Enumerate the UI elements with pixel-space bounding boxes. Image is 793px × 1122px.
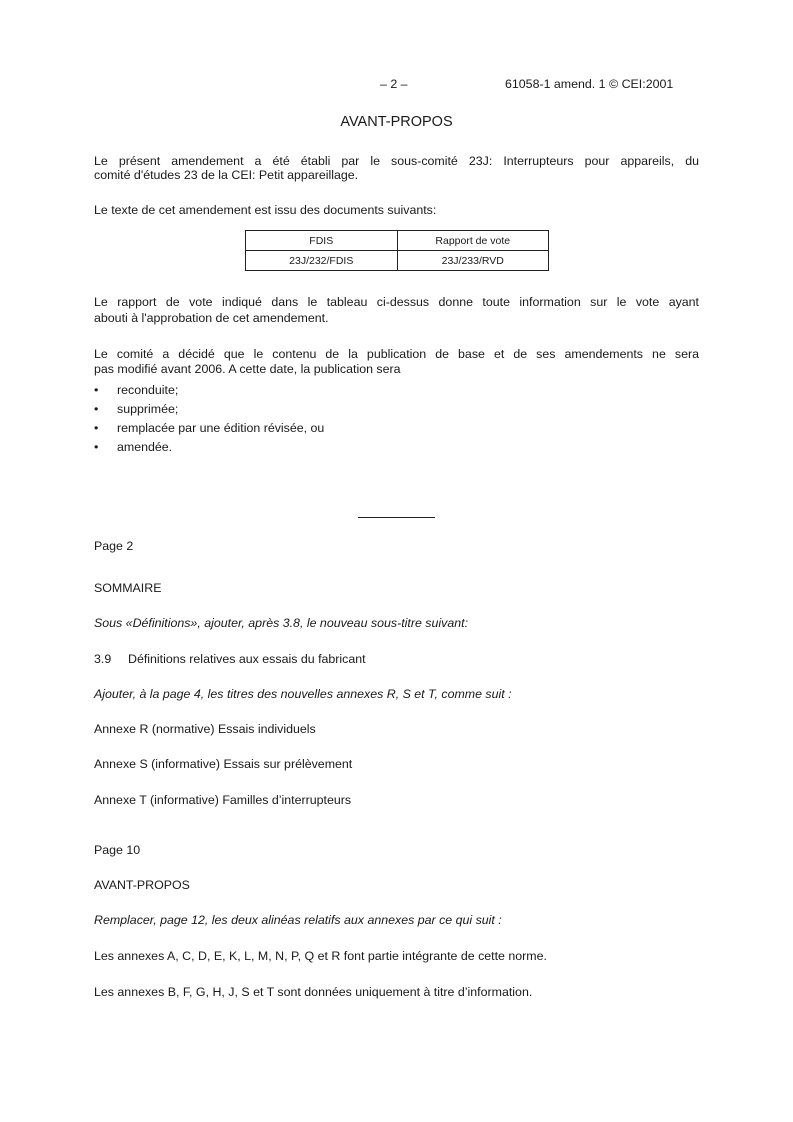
- bullet-icon: •: [94, 383, 99, 397]
- annexes-instruction: Ajouter, à la page 4, les titres des nouvelles annexes R, S et T, comme suit :: [94, 687, 512, 701]
- section-divider: [358, 517, 435, 518]
- replace-instruction: Remplacer, page 12, les deux alinéas relatifs aux annexes par ce qui suit :: [94, 913, 502, 927]
- sommaire-heading: SOMMAIRE: [94, 581, 162, 595]
- definitions-instruction: Sous «Définitions», ajouter, après 3.8, le nouveau sous-titre suivant:: [94, 616, 469, 630]
- document-reference: 61058-1 amend. 1 © CEI:2001: [505, 77, 674, 91]
- annex-s-title: Annexe S (informative) Essais sur prélèvement: [94, 757, 353, 771]
- list-item-text: remplacée par une édition révisée, ou: [117, 421, 325, 435]
- page-10-label: Page 10: [94, 843, 141, 857]
- intro-documents-sentence: Le texte de cet amendement est issu des documents suivants:: [94, 203, 437, 217]
- vote-paragraph-line-2: abouti à l'approbation de cet amendement.: [94, 311, 329, 325]
- vote-table-cell-rvd: 23J/233/RVD: [397, 251, 549, 271]
- bullet-icon: •: [94, 421, 99, 435]
- committee-paragraph-line-2: pas modifié avant 2006. A cette date, la publication sera: [94, 362, 401, 376]
- bullet-icon: •: [94, 402, 99, 416]
- list-item: [94, 402, 178, 416]
- vote-table-header-row: [246, 231, 549, 251]
- list-item-text: supprimée;: [117, 402, 179, 416]
- vote-table-cell-fdis: 23J/232/FDIS: [246, 251, 398, 271]
- vote-table: [245, 230, 549, 271]
- committee-paragraph-line-1: Le comité a décidé que le contenu de la publication de base et de ses amendements ne sera: [94, 347, 699, 361]
- bullet-icon: •: [94, 440, 99, 454]
- list-item-text: amendée.: [117, 440, 173, 454]
- vote-table-header-fdis: FDIS: [246, 231, 398, 251]
- clause-title: Définitions relatives aux essais du fabricant: [128, 652, 366, 666]
- annex-r-title: Annexe R (normative) Essais individuels: [94, 722, 316, 736]
- normative-annexes-sentence: Les annexes A, C, D, E, K, L, M, N, P, Q et R font partie intégrante de cette norme.: [94, 949, 547, 963]
- avant-propos-heading: AVANT-PROPOS: [94, 878, 190, 892]
- page-2-label: Page 2: [94, 539, 134, 553]
- page-title: AVANT-PROPOS: [340, 114, 453, 130]
- intro-line-1: Le présent amendement a été établi par le sous-comité 23J: Interrupteurs pour appareils, du: [94, 154, 699, 168]
- table-row: [246, 251, 549, 271]
- vote-paragraph-line-1: Le rapport de vote indiqué dans le tableau ci-dessus donne toute information sur le vote ayant: [94, 295, 699, 309]
- intro-line-2: comité d'études 23 de la CEI: Petit appareillage.: [94, 168, 359, 182]
- informative-annexes-sentence: Les annexes B, F, G, H, J, S et T sont données uniquement à titre d’information.: [94, 985, 533, 999]
- list-item-text: reconduite;: [117, 383, 179, 397]
- page-number: – 2 –: [380, 77, 408, 91]
- clause-3-9: [94, 652, 366, 666]
- annex-t-title: Annexe T (informative) Familles d’interrupteurs: [94, 793, 352, 807]
- clause-number: 3.9: [94, 652, 112, 666]
- vote-table-header-rapport: Rapport de vote: [397, 231, 549, 251]
- list-item: [94, 383, 178, 397]
- list-item: [94, 440, 172, 454]
- list-item: [94, 421, 324, 435]
